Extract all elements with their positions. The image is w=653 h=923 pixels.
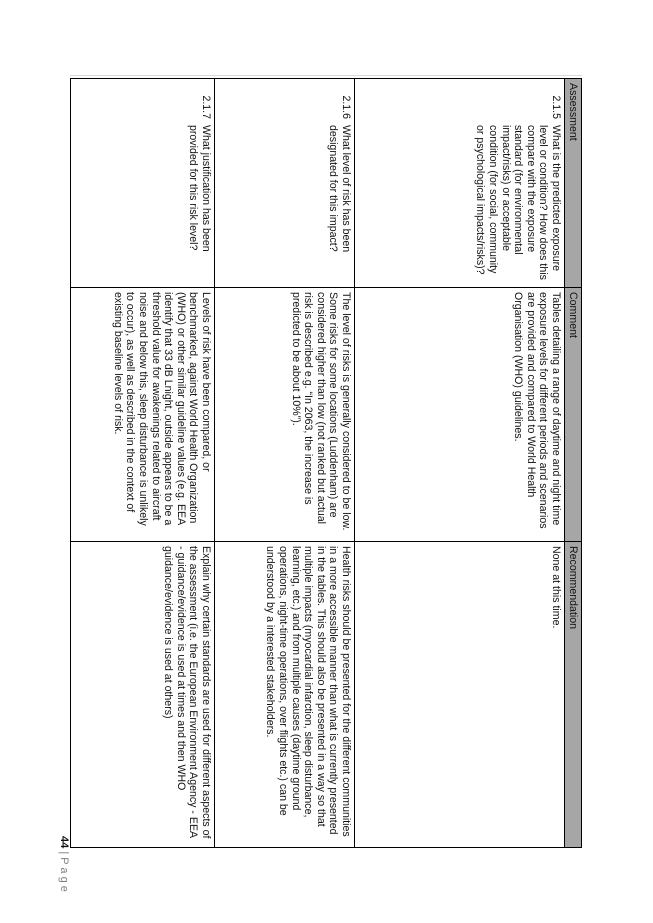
page-separator: | — [58, 851, 70, 855]
item-number: 2.1.6 — [340, 95, 352, 119]
assessment-table-container — [70, 78, 582, 848]
table-row — [215, 79, 355, 848]
assessment-table — [70, 78, 582, 848]
table-row — [355, 79, 565, 848]
recommendation-cell: Explain why certain standards are used for different aspects of the assessment (i.e. the European Environment Agency - EEA - guidance/evidence is used at times and then WHO guidance/evidence is used at others) — [71, 542, 215, 848]
table-header-row — [565, 79, 582, 848]
comment-cell: The level of risks is generally considered to be low. Some risks for some locations (Luddenham) are considered higher than low (not ranked but actual risk is described e.g. “In 2063, the increase is predicted to be about 10%”). — [215, 288, 355, 542]
assessment-cell — [215, 79, 355, 288]
assessment-question: What justification has been provided for this risk level? — [187, 125, 212, 252]
table-row — [71, 79, 215, 848]
page-footer — [50, 836, 70, 906]
comment-cell: Tables detailing a range of daytime and night time exposure levels for different periods and scenarios are provided and compared to World Health Organisation (WHO) guidelines. — [355, 288, 565, 542]
comment-cell: Levels of risk have been compared, or benchmarked, against World Health Organization (WHO) or other similar guideline values (e.g. EEA identify that 33 dB Lnight, outside appears to be a threshold value for awakenings related to aircraft noise and below this, sleep disturbance is unlikely to occur), as well as described in the context of existing baseline levels of risk. — [71, 288, 215, 542]
header-comment: Comment — [565, 288, 582, 542]
assessment-question: What is the predicted exposure level or condition? How does this compare with the exposure standard (for environmental impact/risks) or acceptable condition (for social, community or psychological impacts/risks)? — [474, 125, 562, 280]
page-label: P a g e — [58, 857, 70, 892]
recommendation-cell: None at this time. — [355, 542, 565, 848]
item-number: 2.1.5 — [550, 95, 562, 119]
page-number: 44 — [58, 836, 70, 849]
assessment-cell — [355, 79, 565, 288]
header-recommendation: Recommendation — [565, 542, 582, 848]
recommendation-cell: Health risks should be presented for the different communities in a more accessible manner than what is currently presented in the tables. This should also be presented in a way so that multiple impacts (myocardial infarction, sleep disturbance, learning, etc.) and from multiple causes (daytime ground operations, night-time operations, over flights etc.) can be understood by a interested stakeholders. — [215, 542, 355, 848]
item-number: 2.1.7 — [200, 95, 212, 119]
assessment-cell — [71, 79, 215, 288]
header-assessment: Assessment — [565, 79, 582, 288]
top-rule — [70, 75, 582, 76]
assessment-question: What level of risk has been designated for this impact? — [327, 125, 352, 253]
